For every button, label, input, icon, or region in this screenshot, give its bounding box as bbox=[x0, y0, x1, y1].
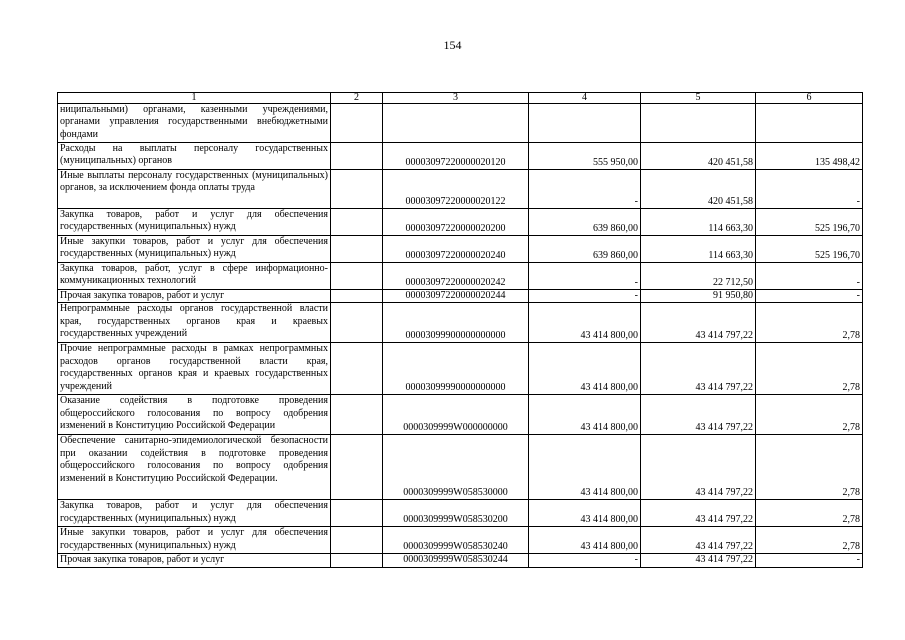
row-code-cell: 0000309999W058530000 bbox=[383, 435, 529, 500]
row-code-cell: 00003097220000020244 bbox=[383, 290, 529, 303]
table-row bbox=[58, 435, 863, 500]
page-number: 154 bbox=[443, 38, 462, 52]
row-col5-cell: 114 663,30 bbox=[641, 236, 756, 263]
row-col2-cell bbox=[331, 236, 383, 263]
row-col4-cell bbox=[529, 104, 641, 143]
row-col5-cell bbox=[641, 104, 756, 143]
column-number-header bbox=[58, 93, 863, 104]
row-col5-cell: 114 663,30 bbox=[641, 209, 756, 236]
row-col5-cell: 43 414 797,22 bbox=[641, 527, 756, 554]
table-row bbox=[58, 290, 863, 303]
row-col6-cell: - bbox=[756, 170, 863, 209]
row-col6-cell: 2,78 bbox=[756, 303, 863, 343]
row-col2-cell bbox=[331, 395, 383, 435]
row-code-cell: 0000309999W058530244 bbox=[383, 554, 529, 567]
row-col5-cell: 22 712,50 bbox=[641, 263, 756, 290]
row-code-cell bbox=[383, 104, 529, 143]
row-col4-cell: 555 950,00 bbox=[529, 143, 641, 170]
table-row bbox=[58, 209, 863, 236]
row-col5-cell: 43 414 797,22 bbox=[641, 500, 756, 527]
table-row bbox=[58, 343, 863, 395]
table-row bbox=[58, 395, 863, 435]
row-col4-cell: 43 414 800,00 bbox=[529, 343, 641, 395]
row-code-cell: 0000309999W058530240 bbox=[383, 527, 529, 554]
row-col4-cell: 43 414 800,00 bbox=[529, 435, 641, 500]
row-col5-cell: 43 414 797,22 bbox=[641, 395, 756, 435]
row-col4-cell: 43 414 800,00 bbox=[529, 395, 641, 435]
table-row bbox=[58, 554, 863, 567]
table-row bbox=[58, 143, 863, 170]
row-col4-cell: 43 414 800,00 bbox=[529, 527, 641, 554]
row-col4-cell: 43 414 800,00 bbox=[529, 303, 641, 343]
row-col4-cell: 639 860,00 bbox=[529, 236, 641, 263]
row-name-cell: Прочие непрограммные расходы в рамках непрограммных расходов органов государственной власти края, государственных органов края и краевых государственных учреждений bbox=[58, 343, 331, 395]
row-code-cell: 00003099990000000000 bbox=[383, 343, 529, 395]
row-col6-cell: 525 196,70 bbox=[756, 236, 863, 263]
row-col2-cell bbox=[331, 209, 383, 236]
row-name-cell: Иные закупки товаров, работ и услуг для обеспечения государственных (муниципальных) нужд bbox=[58, 527, 331, 554]
row-col5-cell: 91 950,80 bbox=[641, 290, 756, 303]
row-code-cell: 0000309999W058530200 bbox=[383, 500, 529, 527]
row-name-cell: Закупка товаров, работ, услуг в сфере информационно-коммуникационных технологий bbox=[58, 263, 331, 290]
row-col6-cell: - bbox=[756, 263, 863, 290]
row-col4-cell: - bbox=[529, 170, 641, 209]
row-col2-cell bbox=[331, 554, 383, 567]
table-row bbox=[58, 303, 863, 343]
row-col5-cell: 43 414 797,22 bbox=[641, 343, 756, 395]
row-col4-cell: 639 860,00 bbox=[529, 209, 641, 236]
row-col5-cell: 43 414 797,22 bbox=[641, 303, 756, 343]
row-name-cell: Иные закупки товаров, работ и услуг для обеспечения государственных (муниципальных) нужд bbox=[58, 236, 331, 263]
row-code-cell: 00003097220000020200 bbox=[383, 209, 529, 236]
row-col6-cell: 525 196,70 bbox=[756, 209, 863, 236]
column-header: 3 bbox=[383, 93, 529, 104]
column-header: 2 bbox=[331, 93, 383, 104]
row-name-cell: Обеспечение санитарно-эпидемиологической безопасности при оказании содействия в подготовке проведения общероссийского голосования по вопросу одобрения изменений в Конституцию Российской Федерации. bbox=[58, 435, 331, 500]
row-col2-cell bbox=[331, 263, 383, 290]
row-col2-cell bbox=[331, 303, 383, 343]
row-name-cell: Прочая закупка товаров, работ и услуг bbox=[58, 554, 331, 567]
row-name-cell: Непрограммные расходы органов государственной власти края, государственных органов края и краевых государственных учреждений bbox=[58, 303, 331, 343]
row-name-cell: Оказание содействия в подготовке проведения общероссийского голосования по вопросу одобрения изменений в Конституцию Российской Федерации bbox=[58, 395, 331, 435]
table-body bbox=[58, 93, 863, 568]
row-col4-cell: - bbox=[529, 263, 641, 290]
row-code-cell: 00003097220000020120 bbox=[383, 143, 529, 170]
row-code-cell: 00003097220000020240 bbox=[383, 236, 529, 263]
column-header: 5 bbox=[641, 93, 756, 104]
row-name-cell: Закупка товаров, работ и услуг для обеспечения государственных (муниципальных) нужд bbox=[58, 209, 331, 236]
row-col5-cell: 420 451,58 bbox=[641, 143, 756, 170]
row-col4-cell: 43 414 800,00 bbox=[529, 500, 641, 527]
table-row bbox=[58, 500, 863, 527]
row-code-cell: 00003097220000020122 bbox=[383, 170, 529, 209]
row-col2-cell bbox=[331, 143, 383, 170]
row-col2-cell bbox=[331, 435, 383, 500]
row-name-cell: Прочая закупка товаров, работ и услуг bbox=[58, 290, 331, 303]
row-name-cell: ниципальными) органами, казенными учреждениями, органами управления государственными внебюджетными фондами bbox=[58, 104, 331, 143]
row-col6-cell: - bbox=[756, 554, 863, 567]
row-code-cell: 0000309999W000000000 bbox=[383, 395, 529, 435]
row-col6-cell: 2,78 bbox=[756, 527, 863, 554]
row-name-cell: Закупка товаров, работ и услуг для обеспечения государственных (муниципальных) нужд bbox=[58, 500, 331, 527]
table-row bbox=[58, 170, 863, 209]
row-col2-cell bbox=[331, 343, 383, 395]
row-name-cell: Расходы на выплаты персоналу государственных (муниципальных) органов bbox=[58, 143, 331, 170]
budget-table bbox=[57, 92, 863, 568]
row-code-cell: 00003097220000020242 bbox=[383, 263, 529, 290]
column-header: 6 bbox=[756, 93, 863, 104]
table-row bbox=[58, 527, 863, 554]
row-col5-cell: 43 414 797,22 bbox=[641, 435, 756, 500]
row-col6-cell bbox=[756, 104, 863, 143]
row-col2-cell bbox=[331, 290, 383, 303]
row-code-cell: 00003099900000000000 bbox=[383, 303, 529, 343]
row-col6-cell: - bbox=[756, 290, 863, 303]
row-col6-cell: 2,78 bbox=[756, 395, 863, 435]
column-header: 1 bbox=[58, 93, 331, 104]
row-col5-cell: 420 451,58 bbox=[641, 170, 756, 209]
table-row bbox=[58, 236, 863, 263]
row-name-cell: Иные выплаты персоналу государственных (муниципальных) органов, за исключением фонда оплаты труда bbox=[58, 170, 331, 209]
column-header: 4 bbox=[529, 93, 641, 104]
row-col2-cell bbox=[331, 104, 383, 143]
row-col2-cell bbox=[331, 527, 383, 554]
row-col6-cell: 2,78 bbox=[756, 500, 863, 527]
row-col2-cell bbox=[331, 170, 383, 209]
table-row bbox=[58, 263, 863, 290]
row-col6-cell: 2,78 bbox=[756, 343, 863, 395]
row-col4-cell: - bbox=[529, 290, 641, 303]
row-col6-cell: 135 498,42 bbox=[756, 143, 863, 170]
row-col2-cell bbox=[331, 500, 383, 527]
row-col5-cell: 43 414 797,22 bbox=[641, 554, 756, 567]
row-col4-cell: - bbox=[529, 554, 641, 567]
table-row bbox=[58, 104, 863, 143]
row-col6-cell: 2,78 bbox=[756, 435, 863, 500]
